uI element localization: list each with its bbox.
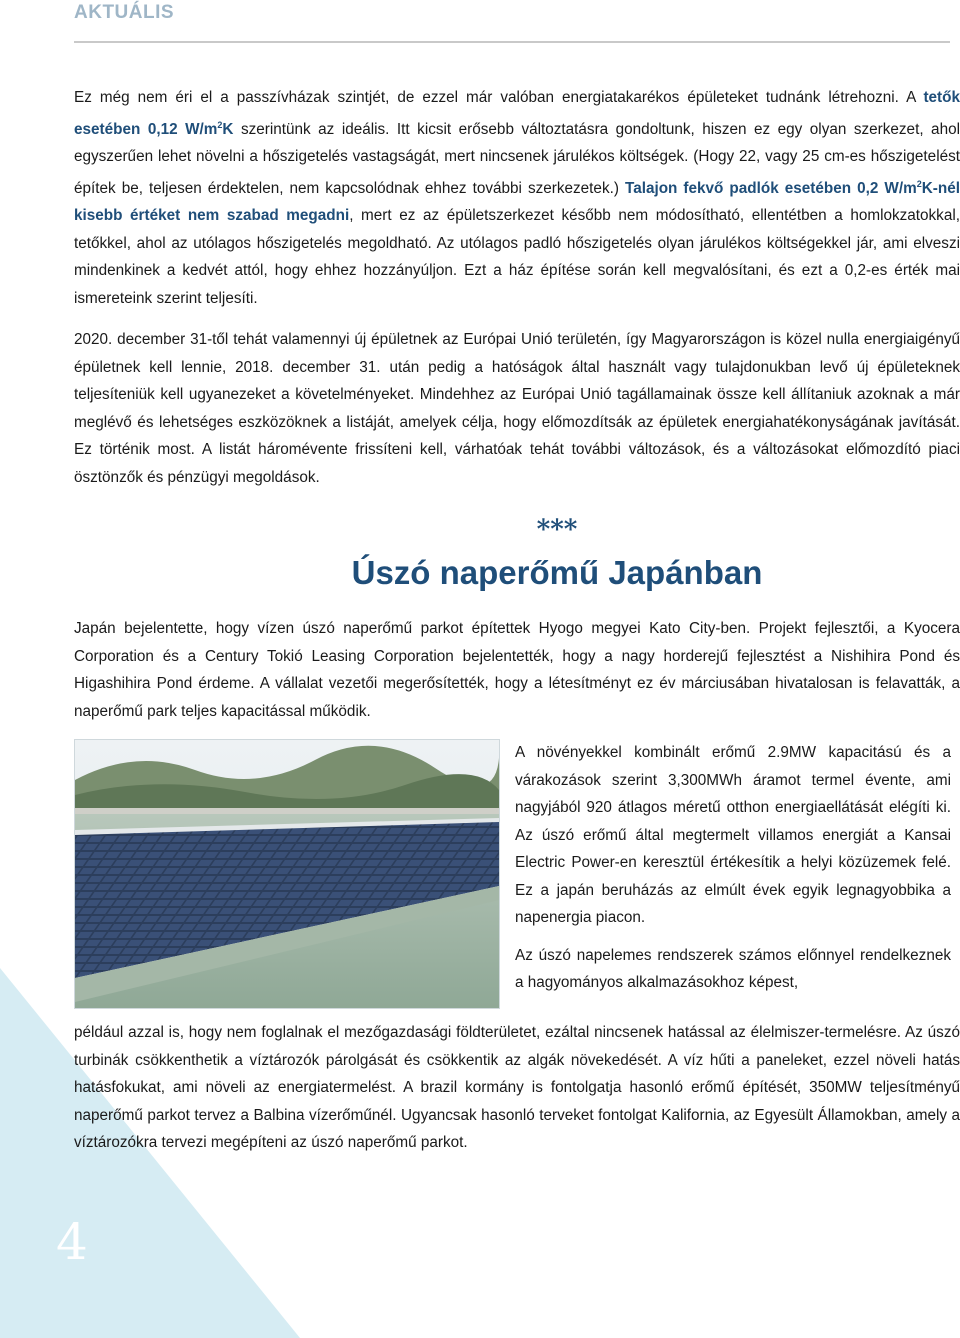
side-paragraph-2: Az úszó napelemes rendszerek számos előnnyel rendelkeznek a hagyományos alkalmazásokhoz képest, — [515, 946, 951, 992]
section-label: AKTUÁLIS — [74, 2, 175, 23]
news-paragraph-2: például azzal is, hogy nem foglalnak el mezőgazdasági földterületet, ezáltal nincsenek hatással az élelmiszer-termelésre. Az úszó turbinák csökkenthetik a víztározók párolgását és csökkentik az algák növekedését. A víz hűti a paneleket, ezzel növeli hatás hatásfokukat, ami növeli az energiatermelést. A brazil kormány is fontolgatja hasonló erőmű építését, 350MW teljesítményű naperőmű parkot tervez a Balbina vízerőműnél. Ugyancsak hasonló terveket fontolgat Kalifornia, az Egyesült Államokban, amely a víztározókra tervezi megépíteni az úszó naperőmű parkot. — [74, 1024, 960, 1152]
page-content — [74, 84, 960, 1157]
article-paragraph-2: 2020. december 31-től tehát valamennyi új épületnek az Európai Unió területén, így Magyarországon is közel nulla energiaigényű épületnek kell lennie, 2018. december 31. után pedig a hatóságok által használt vagy tulajdonukban levő új épületeknek teljesíteniük kell ugyanezeket a követelményeket. Mindehhez az Európai Unió tagállamainak össze kell állítaniuk azoknak a már meglévő és lehetséges eszközöknek a listáját, amelyek célja, hogy előmozdítsák az épületek energiahatékonyságának javítását. Ez történik most. A listát háromévente frissíteni kell, várhatóak tehát további változások, és a változásokat előmozdító piaci ösztönzők és pénzügyi megoldások. — [74, 331, 960, 486]
floating-solar-photo — [74, 739, 500, 1009]
figure-row — [74, 739, 960, 1009]
highlight-floor: Talajon fekvő padlók esetében 0,2 $W/m^2K$-nél kisebb értéket nem szabad megadni — [74, 178, 960, 225]
news-title: Úszó naperőmű Japánban — [351, 554, 763, 592]
highlight-roof: tetők esetében 0,12 $W/m^2K$ — [74, 89, 960, 138]
section-separator: *** — [536, 515, 578, 546]
solar-panel-illustration — [75, 740, 499, 1008]
news-paragraph-1: Japán bejelentette, hogy vízen úszó naperőmű parkot építettek Hyogo megyei Kato City-ben. Projekt fejlesztői, a Kyocera Corporation és a Century Tokió Leasing Corporation bejelentették, hogy a nagy horderejű fejlesztést a Nishihira Pond és Higashihira Pond érdeme. A vállalat vezetői megerősítették, hogy a létesítményt ez év márciusában hivatalosan is felavatták, a naperőmű park teljes kapacitással működik. — [74, 620, 960, 720]
side-paragraph-1: A növényekkel kombinált erőmű 2.9MW kapacitású és a várakozások szerint 3,300MWh áramot termel évente, ami nagyjából 920 átlagos méretű otthon energiaellátását elégíti ki. Az úszó erőmű által megtermelt villamos energiát a Kansai Electric Power-en keresztül értékesítik a helyi közüzemek felé. Ez a japán beruházás az elmúlt évek egyik legnagyobbika a napenergia piacon. — [515, 744, 951, 927]
article-paragraph-1: Ez még nem éri el a passzívházak szintjét, de ezzel már valóban energiatakarékos épületeket tudnánk létrehozni. A tetők esetében 0,12 $W/m^2K$ szerintünk az ideális. Itt kicsit erősebb változtatásra gondoltunk, hiszen ez egy olyan szerkezet, ahol egyszerűen lehet növelni a hőszigetelés vastagságát, mert nincsenek járulékos költségek. (Hogy 22, vagy 25 cm-es hőszigetelést építek be, teljesen érdektelen, nem kapcsolódnak ehhez további szerkezetek.) Talajon fekvő padlók esetében 0,2 $W/m^2K$-nél kisebb értéket nem szabad megadni, mert ez az épületszerkezet később nem módosítható, ellentétben a homlokzatokkal, tetőkkel, ahol az utólagos hőszigetelés megoldható. Az utólagos padló hőszigetelés olyan járulékos költségekkel jár, ami elveszi mindenkinek a kedvét attól, hogy ehhez hozzányúljon. Ezt a ház építése során kell megvalósítani, és ezt a 0,2-es érték mai ismereteink szerint teljesíti. — [74, 89, 960, 307]
header-divider — [74, 41, 950, 43]
page-number: 4 — [56, 1213, 88, 1271]
side-column — [515, 739, 951, 1009]
